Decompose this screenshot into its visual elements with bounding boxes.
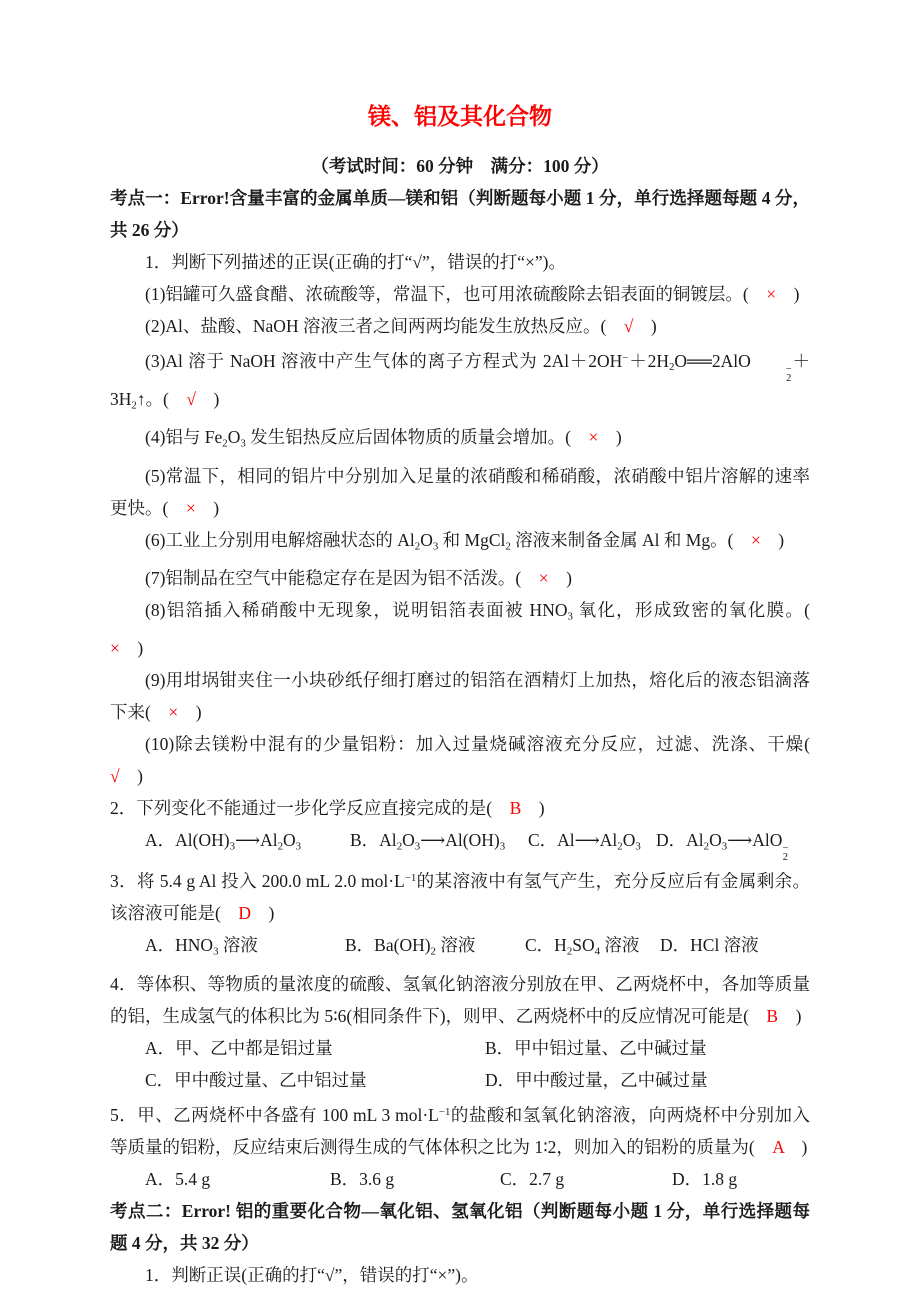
text-run: 1．判断正误(正确的打“√”，错误的打“×”)。 xyxy=(145,1264,479,1285)
options-row xyxy=(110,1032,810,1064)
text-run: ) xyxy=(598,427,622,448)
text-run: 3 xyxy=(721,840,728,853)
text-run: ↑。( xyxy=(136,389,187,410)
text-run: ⟶AlO xyxy=(727,830,783,851)
text-run: D．Al xyxy=(656,830,704,851)
text-run: (1)铝罐可久盛食醋、浓硫酸等，常温下，也可用浓硫酸除去铝表面的铜镀层。( xyxy=(145,284,767,304)
paragraph xyxy=(110,562,810,594)
text-run: O xyxy=(622,830,636,851)
text-run: (5)常温下，相同的铝片中分别加入足量的浓硝酸和稀硝酸，浓硝酸中铝片溶解的速率更快。( xyxy=(110,465,810,518)
text-run: 2 xyxy=(703,840,710,853)
text-run: 3．将 5.4 g Al 投入 200.0 mL 2.0 mol·L xyxy=(110,871,405,892)
text-run: O══2AlO xyxy=(674,350,751,371)
text-run: 3 xyxy=(432,539,439,552)
text-run: C．2.7 g xyxy=(500,1168,565,1189)
text-run: D．甲中酸过量，乙中碱过量 xyxy=(485,1069,708,1090)
text-run: 2 xyxy=(430,945,436,958)
text-run: 3 xyxy=(229,840,235,853)
answer-mark: × xyxy=(185,497,196,518)
paragraph xyxy=(110,1195,810,1259)
paragraph xyxy=(110,310,810,342)
text-run: B．Ba(OH) xyxy=(345,935,431,956)
text-run: O xyxy=(709,830,722,851)
text-run: 考点一：Error!含量丰富的金属单质—镁和铝（判断题每小题 1 分，单行选择题每题 4 分，共 26 分） xyxy=(110,188,810,240)
option-cell xyxy=(145,824,350,862)
text-run: 2 xyxy=(566,945,573,958)
answer-mark: √ xyxy=(186,389,196,410)
option-cell xyxy=(500,1163,672,1195)
option-cell xyxy=(330,1163,500,1195)
text-run: 的某溶液中有氢气产生，充分反应后有金属剩余。该溶液可能是( xyxy=(110,871,810,924)
paragraph xyxy=(110,594,828,664)
text-run: O xyxy=(227,427,241,448)
text-run: − xyxy=(622,352,629,364)
ion-charge-subscript: − 2 xyxy=(785,364,792,384)
answer-mark: √ xyxy=(110,766,120,787)
option-cell xyxy=(350,824,528,862)
text-run: ⟶Al xyxy=(235,830,278,851)
text-run: 4 xyxy=(594,945,601,958)
text-run: 4．等体积、等物质的量浓度的硫酸、氢氧化钠溶液分别放在甲、乙两烧杯中，各加等质量的铝，生成氢气的体积比为 5∶6(相同条件下)，则甲、乙两烧杯中的反应情况可能是( xyxy=(110,973,810,1026)
text-run: (10)除去镁粉中混有的少量铝粉：加入过量烧碱溶液充分反应，过滤、洗涤、干燥( xyxy=(145,734,828,755)
option-cell xyxy=(145,1032,485,1064)
text-run: O xyxy=(283,830,296,851)
text-run: SO xyxy=(572,935,595,956)
text-run: A．甲、乙中都是铝过量 xyxy=(145,1037,333,1058)
text-run: D．1.8 g xyxy=(672,1168,738,1189)
option-cell xyxy=(660,929,810,967)
option-cell xyxy=(525,929,660,967)
text-run: (3)Al 溶于 NaOH 溶液中产生气体的离子方程式为 2Al＋2OH xyxy=(145,350,623,371)
options-row xyxy=(110,1163,810,1195)
text-run: 溶液 xyxy=(218,935,258,956)
text-run: 溶液 xyxy=(600,935,640,956)
document-body xyxy=(110,182,828,1291)
text-run: −1 xyxy=(438,1105,451,1118)
text-run: ) xyxy=(778,1005,802,1026)
paragraph xyxy=(110,862,810,929)
text-run: C．Al⟶Al xyxy=(528,830,618,851)
text-run: (4)铝与 Fe xyxy=(145,427,223,448)
option-cell xyxy=(145,1064,485,1096)
document-title: 镁、铝及其化合物 xyxy=(368,104,552,129)
text-run: ) xyxy=(633,316,657,336)
text-run: ⟶Al(OH) xyxy=(420,830,500,851)
text-run: 2 xyxy=(617,840,623,853)
text-run: (8)铝箔插入稀硝酸中无现象，说明铝箔表面被 HNO xyxy=(145,599,568,620)
paragraph xyxy=(110,182,810,246)
text-run: 3 xyxy=(567,610,573,623)
document-page xyxy=(110,0,828,1291)
option-cell xyxy=(656,824,810,862)
answer-mark: × xyxy=(538,567,549,588)
option-cell xyxy=(145,929,345,967)
answer-mark: × xyxy=(766,284,777,304)
options-row xyxy=(110,824,810,862)
text-run: −1 xyxy=(404,872,417,885)
option-cell xyxy=(485,1064,810,1096)
text-run: 2 xyxy=(277,840,284,853)
text-run: B．3.6 g xyxy=(330,1168,395,1189)
text-run: 和 MgCl xyxy=(438,529,506,550)
options-row xyxy=(110,1064,810,1096)
answer-mark: × xyxy=(110,638,120,659)
text-run: 的盐酸和氢氧化钠溶液，向两烧杯中分别加入等质量的铝粉，反应结束后测得生成的气体体积之比为 1∶2，则加入的铝粉的质量为( xyxy=(110,1104,810,1157)
text-run: ＋2H xyxy=(628,350,669,371)
paragraph xyxy=(110,968,810,1032)
text-run: 3 xyxy=(213,945,219,958)
text-run: ) xyxy=(196,389,220,410)
text-run: B．Al xyxy=(350,830,397,851)
text-run: ) xyxy=(119,638,144,659)
option-cell xyxy=(145,1163,330,1195)
paragraph xyxy=(110,1259,810,1291)
answer-mark: D xyxy=(238,903,251,924)
text-run: A．HNO xyxy=(145,935,214,956)
paragraph xyxy=(110,460,810,524)
text-run: 溶液来制备金属 Al 和 Mg。( xyxy=(510,529,751,550)
answer-mark: × xyxy=(750,529,761,550)
text-run: 考点二：Error! 铝的重要化合物—氧化铝、氢氧化铝（判断题每小题 1 分，单行选择题每题 4 分，共 32 分） xyxy=(110,1200,810,1253)
text-run: 1．判断下列描述的正误(正确的打“√”，错误的打“×”)。 xyxy=(145,252,566,272)
text-run: 2 xyxy=(669,361,675,374)
text-run: 溶液 xyxy=(435,935,476,956)
text-run: 2 xyxy=(131,399,137,412)
paragraph xyxy=(110,278,810,310)
options-row xyxy=(110,929,810,967)
answer-mark: √ xyxy=(623,316,634,336)
paragraph xyxy=(110,1096,810,1163)
answer-mark: × xyxy=(168,702,179,723)
paragraph xyxy=(110,246,810,278)
text-run: 2 xyxy=(414,539,421,552)
text-run: B．甲中铝过量、乙中碱过量 xyxy=(485,1037,707,1058)
text-run: C．H xyxy=(525,935,567,956)
text-run: (2)Al、盐酸、NaOH 溶液三者之间两两均能发生放热反应。( xyxy=(145,316,624,336)
text-run: C．甲中酸过量、乙中铝过量 xyxy=(145,1069,367,1090)
text-run: A．5.4 g xyxy=(145,1168,211,1189)
text-run: 2 xyxy=(505,539,511,552)
text-run: ) xyxy=(250,903,275,924)
paragraph xyxy=(110,792,810,824)
option-cell xyxy=(345,929,525,967)
option-cell xyxy=(528,824,656,862)
option-cell xyxy=(672,1163,810,1195)
answer-mark: B xyxy=(766,1005,779,1026)
paragraph xyxy=(110,728,828,792)
text-run: ) xyxy=(521,798,545,819)
text-run: ) xyxy=(548,567,572,588)
text-run: ) xyxy=(119,766,143,787)
text-run: O xyxy=(420,529,433,550)
text-run: 氧化，形成致密的氧化膜。( xyxy=(572,599,828,620)
text-run: 5．甲、乙两烧杯中各盛有 100 mL 3 mol·L xyxy=(110,1104,439,1125)
text-run: 2 xyxy=(396,840,403,853)
answer-mark: × xyxy=(588,427,599,448)
text-run: 2 xyxy=(222,437,228,450)
answer-mark: A xyxy=(772,1136,784,1157)
text-run: 发生铝热反应后固体物质的质量会增加。( xyxy=(245,427,589,448)
text-run: D．HCl 溶液 xyxy=(660,935,759,956)
text-run: ) xyxy=(195,497,220,518)
text-run: O xyxy=(402,830,415,851)
text-run: 2．下列变化不能通过一步化学反应直接完成的是( xyxy=(110,798,510,819)
ion-charge-subscript: − 2 xyxy=(782,843,789,863)
paragraph xyxy=(110,524,810,562)
paragraph xyxy=(110,342,810,421)
text-run: ) xyxy=(783,1136,808,1157)
paragraph xyxy=(110,664,810,728)
text-run: ) xyxy=(776,284,800,304)
text-run: A．Al(OH) xyxy=(145,830,230,851)
text-run: 3 xyxy=(240,437,246,450)
text-run: 3 xyxy=(635,840,641,853)
text-run: 3 xyxy=(414,840,421,853)
answer-mark: B xyxy=(509,798,522,819)
text-run: 3 xyxy=(295,840,302,853)
text-run: (9)用坩埚钳夹住一小块砂纸仔细打磨过的铝箔在酒精灯上加热，熔化后的液态铝滴落下来( xyxy=(110,670,810,723)
text-run: ) xyxy=(178,702,202,723)
text-run: (6)工业上分别用电解熔融状态的 Al xyxy=(145,529,415,550)
text-run: (7)铝制品在空气中能稳定存在是因为铝不活泼。( xyxy=(145,567,539,588)
text-run: ) xyxy=(760,529,785,550)
text-run: ＋3H xyxy=(110,350,811,410)
text-run: 3 xyxy=(499,840,506,853)
paragraph xyxy=(110,421,810,459)
exam-info: （考试时间：60 分钟 满分：100 分） xyxy=(311,156,609,176)
option-cell xyxy=(485,1032,810,1064)
